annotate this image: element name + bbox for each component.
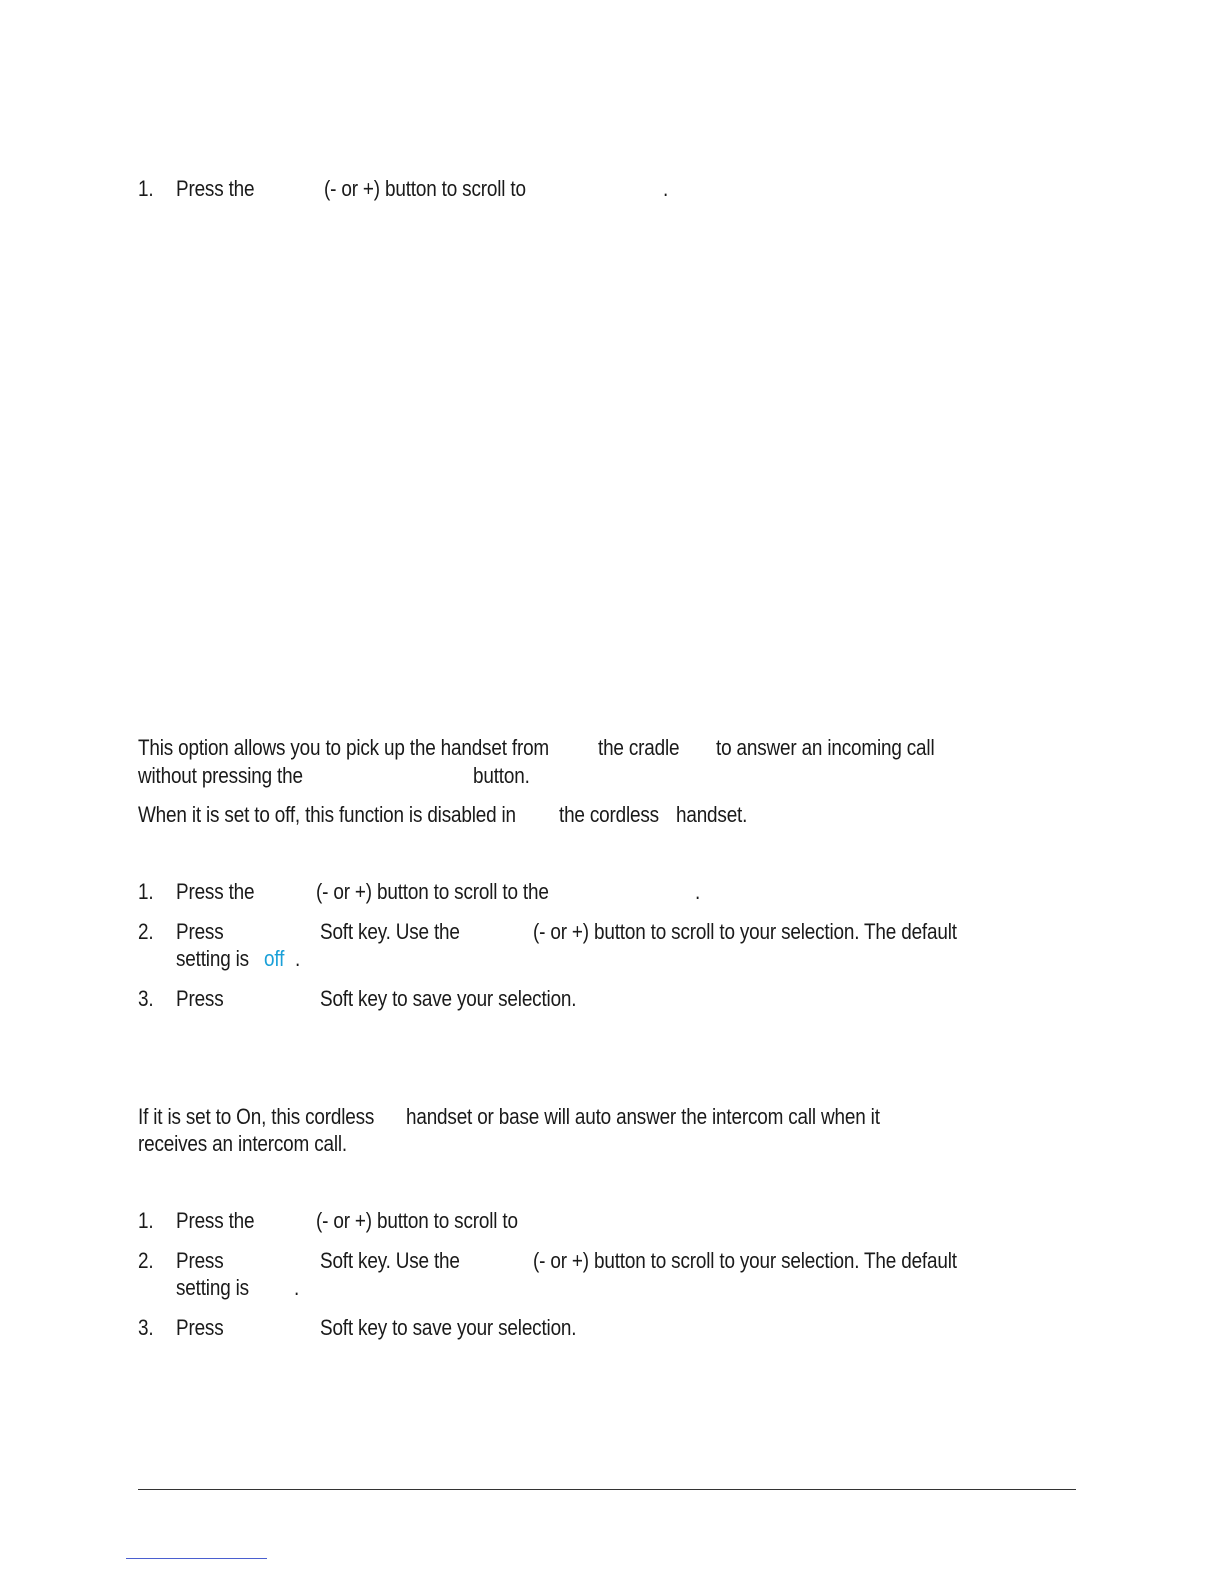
footer-divider	[138, 1489, 1076, 1490]
step-number: 1.	[138, 176, 154, 201]
default-value-off: off	[264, 946, 285, 971]
footer-link-underline	[126, 1558, 267, 1559]
